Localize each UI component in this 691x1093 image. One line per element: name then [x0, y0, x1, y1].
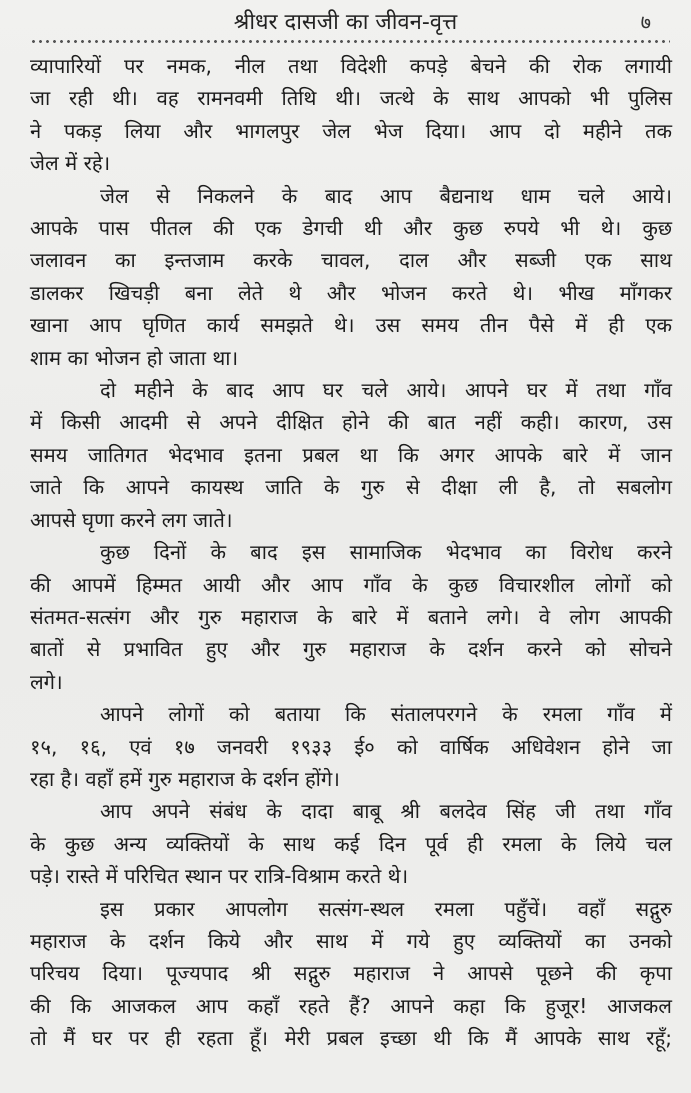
running-header [0, 6, 691, 36]
paragraph-1 [30, 50, 672, 180]
text-line: कुछ दिनों के बाद इस सामाजिक भेदभाव का विरोध करने [100, 540, 672, 565]
paragraph-3 [30, 374, 672, 536]
paragraph-5 [30, 698, 672, 795]
text-line: में किसी आदमी से अपने दीक्षित होने की बात नहीं कही। कारण, उस [30, 410, 672, 435]
paragraph-6 [30, 795, 672, 892]
text-line: १५, १६, एवं १७ जनवरी १९३३ ई० को वार्षिक अधिवेशन होने जा [30, 734, 672, 759]
body-text [30, 50, 672, 1055]
paragraph-4 [30, 536, 672, 698]
text-line: इस प्रकार आपलोग सत्संग-स्थल रमला पहुँचें। वहाँ सद्गुरु [100, 896, 672, 921]
text-line: डालकर खिचड़ी बना लेते थे और भोजन करते थे। भीख माँगकर [30, 280, 672, 305]
text-line: आपके पास पीतल की एक डेगची थी और कुछ रुपये भी थे। कुछ [30, 216, 672, 241]
text-line: समय जातिगत भेदभाव इतना प्रबल था कि अगर आपके बारे में जान [30, 442, 672, 467]
text-line: आपने लोगों को बताया कि संतालपरगने के रमला गाँव में [100, 702, 672, 727]
text-line: व्यापारियों पर नमक, नील तथा विदेशी कपड़े बेचने की रोक लगायी [30, 54, 672, 78]
text-line: जेल से निकलने के बाद आप बैद्यनाथ धाम चले आये। [100, 183, 672, 208]
text-line: दो महीने के बाद आप घर चले आये। आपने घर में तथा गाँव [100, 378, 672, 403]
text-line: खाना आप घृणित कार्य समझते थे। उस समय तीन पैसे में ही एक [30, 313, 672, 338]
text-line: पड़े। रास्ते में परिचित स्थान पर रात्रि-विश्राम करते थे। [30, 864, 409, 889]
text-line: तो मैं घर पर ही रहता हूँ। मेरी प्रबल इच्छा थी कि मैं आपके साथ रहूँ; [30, 1026, 672, 1051]
text-line: संतमत-सत्संग और गुरु महाराज के बारे में बताने लगे। वे लोग आपकी [30, 604, 672, 629]
text-line: रहा है। वहाँ हमें गुरु महाराज के दर्शन होंगे। [30, 766, 340, 791]
ornamental-divider [30, 38, 670, 46]
text-line: की आपमें हिम्मत आयी और आप गाँव के कुछ विचारशील लोगों को [30, 572, 672, 597]
text-line: ने पकड़ लिया और भागलपुर जेल भेज दिया। आप दो महीने तक [30, 118, 672, 143]
paragraph-7 [30, 893, 672, 1055]
text-line: जा रही थी। वह रामनवमी तिथि थी। जत्थे के साथ आपको भी पुलिस [30, 86, 672, 111]
text-line: जाते कि आपने कायस्थ जाति के गुरु से दीक्षा ली है, तो सबलोग [30, 475, 672, 500]
text-line: जलावन का इन्तजाम करके चावल, दाल और सब्जी एक साथ [30, 248, 672, 273]
page-number: ७ [640, 10, 651, 34]
text-line: शाम का भोजन हो जाता था। [30, 345, 239, 370]
text-line: आपसे घृणा करने लग जाते। [30, 507, 233, 532]
text-line: बातों से प्रभावित हुए और गुरु महाराज के दर्शन करने को सोचने [30, 637, 672, 662]
text-line: जेल में रहे। [30, 151, 111, 176]
text-line: लगे। [30, 669, 63, 694]
text-line: की कि आजकल आप कहाँ रहते हैं? आपने कहा कि हुजूर! आजकल [30, 993, 672, 1018]
text-line: परिचय दिया। पूज्यपाद श्री सद्गुरु महाराज ने आपसे पूछने की कृपा [30, 961, 672, 986]
paragraph-2 [30, 180, 672, 374]
text-line: के कुछ अन्य व्यक्तियों के साथ कई दिन पूर्व ही रमला के लिये चल [30, 831, 672, 856]
text-line: महाराज के दर्शन किये और साथ में गये हुए व्यक्तियों का उनको [30, 928, 672, 953]
chapter-title: श्रीधर दासजी का जीवन-वृत्त [233, 10, 458, 35]
text-line: आप अपने संबंध के दादा बाबू श्री बलदेव सिंह जी तथा गाँव [100, 799, 672, 824]
